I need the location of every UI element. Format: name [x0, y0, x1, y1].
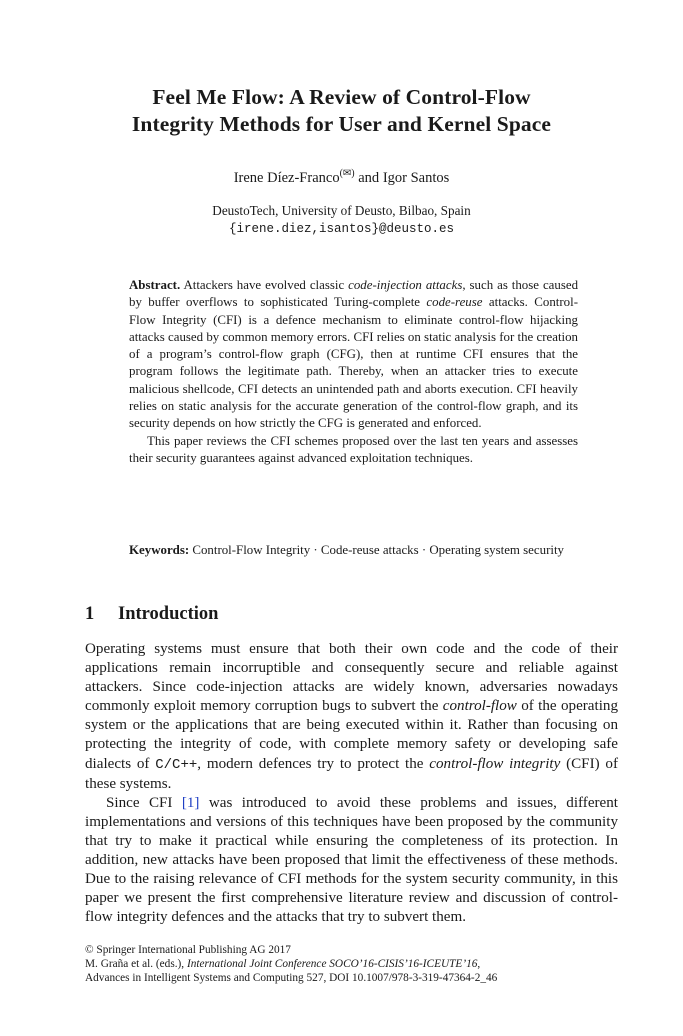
footer-text: ,: [477, 958, 481, 970]
abstract-emphasis: code-reuse: [426, 295, 483, 310]
citation-link[interactable]: [1]: [181, 794, 200, 811]
paper-title-line-1: Feel Me Flow: A Review of Control-Flow: [152, 85, 531, 109]
abstract-paragraph: This paper reviews the CFI schemes proposed over the last ten years and assesses their security guarantees against advanced exploitation techniques.: [129, 433, 578, 465]
abstract-text: attacks. Control-Flow Integrity (CFI) is a defence mechanism to eliminate control-flow hijacking attacks caused by common memory errors. CFI relies on static analysis for the creation of a program’s control-flow graph (CFG), then at runtime CFI ensures that the program follows the legitimate path. Thereby, when an attacker tries to execute malicious shellcode, CFI detects an unintended path and aborts execution. CFI heavily relies on static analysis for the accurate generation of the control-flow graph, and its security depends on how strictly the CFG is generated and enforced.: [129, 295, 578, 431]
affiliation-institution: DeustoTech, University of Deusto, Bilbao, Spain: [212, 203, 471, 218]
body-text: was introduced to avoid these problems and issues, different implementations and versions of this techniques have been proposed by the community that try to make it practical while ensuring the completeness of its protection. In addition, new attacks have been proposed that limit the effectiveness of these methods. Due to the raising relevance of CFI methods for the system security community, in this paper we present the first comprehensive literature review and discussion of control-flow integrity defences and the attacks that try to subvert them.: [85, 794, 618, 926]
inline-code: C/C++: [155, 756, 198, 773]
conference-name: International Joint Conference SOCO’16-CISIS’16-ICEUTE’16: [186, 958, 478, 970]
abstract-label: Abstract.: [129, 278, 181, 292]
author-conjunction: and: [354, 170, 383, 186]
body-text: Operating systems must ensure that both their own code and the code of their applications remain incorruptible and consequently secure and reliable against attackers. Since code-injection attacks are widely known, adversaries nowadays commonly exploit memory corruption bugs to subvert the: [85, 641, 618, 715]
body-text: , modern defences try to protect the: [197, 755, 430, 772]
author-list: [0, 168, 683, 187]
author-name: Irene Díez-Franco: [233, 170, 340, 186]
series-doi: Advances in Intelligent Systems and Computing 527, DOI 10.1007/978-3-319-47364-2_46: [85, 972, 498, 984]
keywords-text: Control-Flow Integrity · Code-reuse attacks · Operating system security: [189, 543, 564, 557]
proceedings-citation: [85, 957, 618, 971]
abstract: [129, 277, 578, 467]
abstract-paragraph: [129, 277, 578, 433]
body-text: Since CFI: [106, 794, 182, 811]
envelope-icon: (✉): [339, 168, 355, 179]
abstract-text: , such as those caused by buffer overflows to sophisticated Turing-complete: [129, 278, 579, 310]
abstract-emphasis: code-injection attacks: [348, 278, 463, 292]
introduction-body: [85, 640, 618, 927]
paper-title-line-2: Integrity Methods for User and Kernel Space: [131, 112, 552, 136]
section-number: 1: [85, 604, 95, 624]
keywords-label: Keywords:: [129, 543, 190, 557]
copyright-notice: © Springer International Publishing AG 2017: [85, 944, 291, 956]
footer-text: M. Graña et al. (eds.),: [85, 958, 187, 970]
body-text: (CFI) of these systems.: [85, 755, 618, 792]
body-emphasis: control-flow: [442, 698, 517, 715]
section-heading: [85, 604, 218, 625]
abstract-text: Attackers have evolved classic: [180, 278, 349, 292]
author-name: Igor Santos: [382, 170, 450, 186]
body-paragraph: [85, 794, 618, 928]
body-text: of the operating system or the applications that are being executed within it. Rather than focusing on protecting the integrity of code, with complete memory safety or developing safe dialects of: [85, 698, 618, 772]
body-paragraph: [85, 640, 618, 794]
affiliation-block: [0, 202, 683, 238]
affiliation-email[interactable]: {irene.diez,isantos}@deusto.es: [228, 222, 455, 236]
publication-footer: [85, 943, 618, 985]
keywords: [129, 542, 578, 559]
body-emphasis: control-flow integrity: [429, 755, 561, 772]
section-title: Introduction: [118, 604, 219, 624]
